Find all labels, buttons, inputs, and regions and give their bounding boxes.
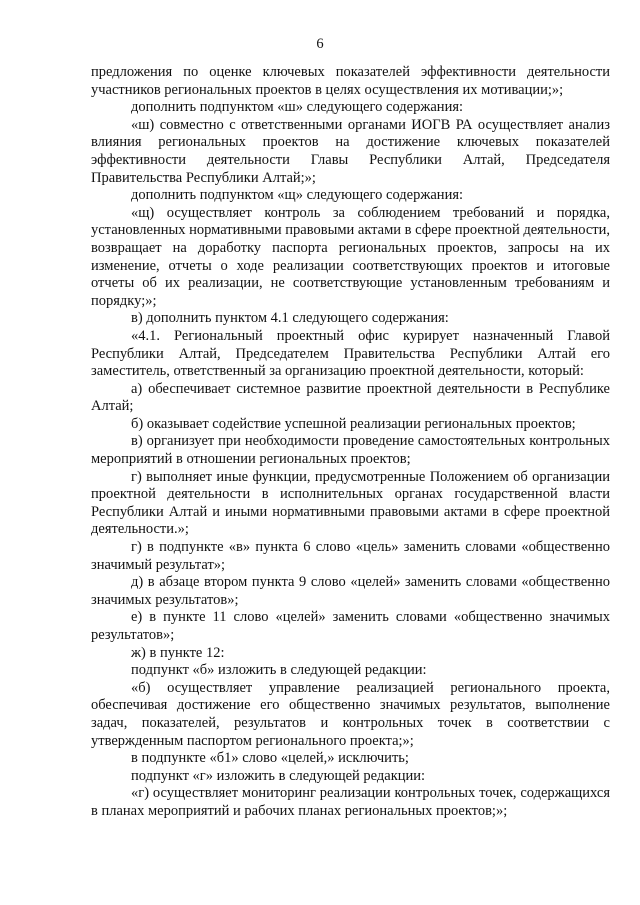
page-number: 6 <box>316 36 324 52</box>
paragraph: в) дополнить пунктом 4.1 следующего содержания: <box>131 310 449 327</box>
paragraph: «б) осуществляет управление реализацией регионального проекта, обеспечивая достижение его общественно значимых результатов, выполнение задач, показателей, результатов и контрольных точек в соответствии с утвержденным паспортом регионального проекта;»; <box>91 679 610 749</box>
paragraph: д) в абзаце втором пункта 9 слово «целей» заменить словами «общественно значимых результатов»; <box>91 574 610 608</box>
document-body <box>91 64 610 821</box>
paragraph: дополнить подпунктом «щ» следующего содержания: <box>131 187 464 204</box>
paragraph: в подпункте «б1» слово «целей,» исключить; <box>131 750 409 767</box>
paragraph: в) организует при необходимости проведение самостоятельных контрольных мероприятий в отношении региональных проектов; <box>91 433 610 468</box>
paragraph: «г) осуществляет мониторинг реализации контрольных точек, содержащихся в планах мероприятий и рабочих планах региональных проектов;»; <box>91 785 610 819</box>
paragraph: ж) в пункте 12: <box>131 644 225 661</box>
paragraph: г) выполняет иные функции, предусмотренные Положением об организации проектной деятельности в исполнительных органах государственной власти Республики Алтай и иными нормативными правовыми актами в сфере проектной деятельности.»; <box>91 468 610 538</box>
paragraph: подпункт «г» изложить в следующей редакции: <box>131 767 426 784</box>
paragraph: е) в пункте 11 слово «целей» заменить словами «общественно значимых результатов»; <box>91 609 610 643</box>
paragraph-continuation: предложения по оценке ключевых показателей эффективности деятельности участников региональных проектов в целях осуществления их мотивации;»; <box>91 64 610 98</box>
paragraph: «щ) осуществляет контроль за соблюдением требований и порядка, установленных нормативными правовыми актами в сфере проектной деятельности, возвращает на доработку паспорта региональных проектов, запросы на их изменение, отчеты о ходе реализации соответствующих проектов и итоговые отчеты об их реализации, не соответствующие установленным требованиям и порядку;»; <box>91 204 610 309</box>
paragraph: «4.1. Региональный проектный офис курирует назначенный Главой Республики Алтай, Председателем Правительства Республики Алтай его заместитель, ответственный за организацию проектной деятельности, который: <box>91 327 610 380</box>
paragraph: дополнить подпунктом «ш» следующего содержания: <box>131 99 464 116</box>
paragraph: подпункт «б» изложить в следующей редакции: <box>131 662 427 679</box>
paragraph: «ш) совместно с ответственными органами ИОГВ РА осуществляет анализ влияния региональных проектов на достижение ключевых показателей эффективности деятельности Главы Республики Алтай, Председателя Правительства Республики Алтай;»; <box>91 116 610 186</box>
paragraph: б) оказывает содействие успешной реализации региональных проектов; <box>131 415 576 432</box>
paragraph: г) в подпункте «в» пункта 6 слово «цель» заменить словами «общественно значимый результат»; <box>91 539 610 573</box>
paragraph: а) обеспечивает системное развитие проектной деятельности в Республике Алтай; <box>91 380 610 415</box>
